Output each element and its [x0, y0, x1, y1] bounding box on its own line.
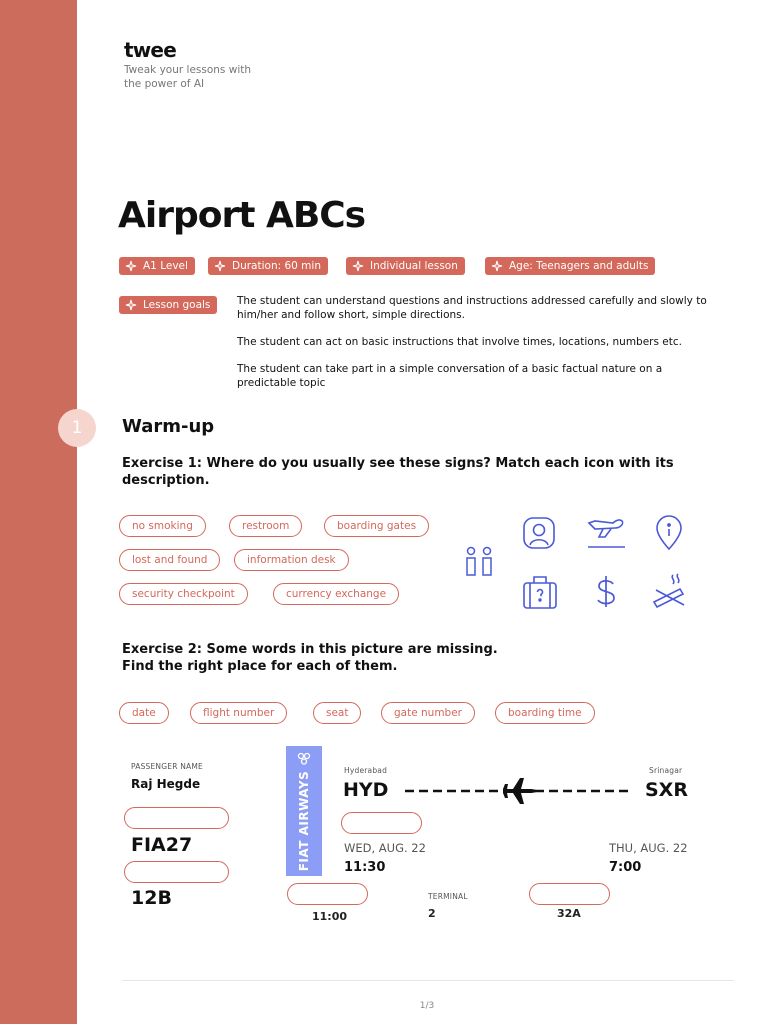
footer-divider — [122, 980, 734, 981]
goal-item: The student can act on basic instructions that involve times, locations, numbers etc. — [237, 336, 682, 348]
page-title: Airport ABCs — [118, 195, 366, 236]
lost-luggage-icon[interactable] — [521, 574, 559, 610]
blank-slot[interactable] — [341, 812, 422, 834]
airline-name: FIAT AIRWAYS — [297, 771, 311, 872]
restroom-icon[interactable] — [462, 546, 498, 578]
origin-city: Hyderabad — [344, 766, 388, 775]
departure-time: 11:30 — [344, 860, 386, 875]
tag-level-label: A1 Level — [143, 260, 188, 272]
exercise-2-prompt-line2: Find the right place for each of them. — [122, 659, 398, 674]
left-accent-bar — [0, 0, 77, 1024]
blank-slot[interactable] — [124, 861, 229, 883]
word-pill[interactable]: date — [119, 702, 169, 724]
lesson-goals-label: Lesson goals — [143, 299, 211, 311]
passport-control-icon[interactable] — [521, 515, 557, 551]
sparkle-icon — [125, 299, 137, 311]
word-pill[interactable]: security checkpoint — [119, 583, 248, 605]
tag-age-label: Age: Teenagers and adults — [509, 260, 649, 272]
passenger-name: Raj Hegde — [131, 777, 201, 791]
passenger-name-label: PASSENGER NAME — [131, 762, 203, 771]
word-pill[interactable]: currency exchange — [273, 583, 399, 605]
section-number-badge: 1 — [58, 409, 96, 447]
blank-slot[interactable] — [124, 807, 229, 829]
airplane-icon — [503, 778, 537, 804]
tag-lesson-type — [346, 257, 465, 275]
blank-slot[interactable] — [529, 883, 610, 905]
tag-duration — [208, 257, 328, 275]
goal-item: The student can take part in a simple conversation of a basic factual nature on a predictable topic — [237, 363, 663, 389]
departures-plane-icon[interactable] — [585, 515, 627, 551]
arrival-time: 7:00 — [609, 860, 642, 875]
lesson-goals-list — [237, 294, 717, 403]
goal-item: The student can understand questions and instructions addressed carefully and slowly to him/her and follow short, simple directions. — [237, 295, 707, 321]
sparkle-icon — [352, 260, 364, 272]
flight-number-value: FIA27 — [131, 834, 193, 856]
information-location-icon[interactable] — [654, 515, 684, 551]
word-pill[interactable]: lost and found — [119, 549, 220, 571]
sparkle-icon — [491, 260, 503, 272]
word-pill[interactable]: boarding gates — [324, 515, 429, 537]
page-number: 1/3 — [419, 1001, 435, 1011]
airline-logo-icon — [297, 752, 311, 766]
flight-route-line — [403, 776, 633, 806]
word-pill[interactable]: seat — [313, 702, 361, 724]
airline-band — [286, 746, 322, 876]
lesson-goals-tag — [119, 296, 217, 314]
currency-dollar-icon[interactable] — [593, 574, 619, 610]
word-pill[interactable]: flight number — [190, 702, 287, 724]
blank-slot[interactable] — [287, 883, 368, 905]
sparkle-icon — [214, 260, 226, 272]
tag-age — [485, 257, 655, 275]
destination-code: SXR — [645, 779, 688, 801]
tag-lesson-type-label: Individual lesson — [370, 260, 458, 272]
terminal-value: 2 — [428, 907, 436, 920]
boarding-time-value: 11:00 — [312, 910, 348, 923]
sparkle-icon — [125, 260, 137, 272]
word-pill[interactable]: boarding time — [495, 702, 595, 724]
tag-duration-label: Duration: 60 min — [232, 260, 321, 272]
seat-value: 12B — [131, 887, 172, 909]
brand-logo: twee — [124, 38, 176, 62]
word-pill[interactable]: no smoking — [119, 515, 206, 537]
origin-code: HYD — [343, 779, 389, 801]
word-pill[interactable]: restroom — [229, 515, 302, 537]
brand-tagline: Tweak your lessons with the power of AI — [124, 64, 252, 90]
destination-city: Srinagar — [649, 766, 683, 775]
no-smoking-icon[interactable] — [650, 572, 688, 608]
word-pill[interactable]: gate number — [381, 702, 475, 724]
departure-date: WED, AUG. 22 — [344, 841, 426, 855]
arrival-date: THU, AUG. 22 — [609, 841, 688, 855]
terminal-label: TERMINAL — [428, 892, 468, 901]
exercise-1-prompt: Exercise 1: Where do you usually see these signs? Match each icon with its description. — [122, 456, 674, 488]
gate-number-value: 32A — [557, 907, 581, 920]
word-pill[interactable]: information desk — [234, 549, 349, 571]
exercise-2-prompt-line1: Exercise 2: Some words in this picture are missing. — [122, 642, 498, 657]
section-title: Warm-up — [122, 416, 215, 437]
tag-level — [119, 257, 195, 275]
